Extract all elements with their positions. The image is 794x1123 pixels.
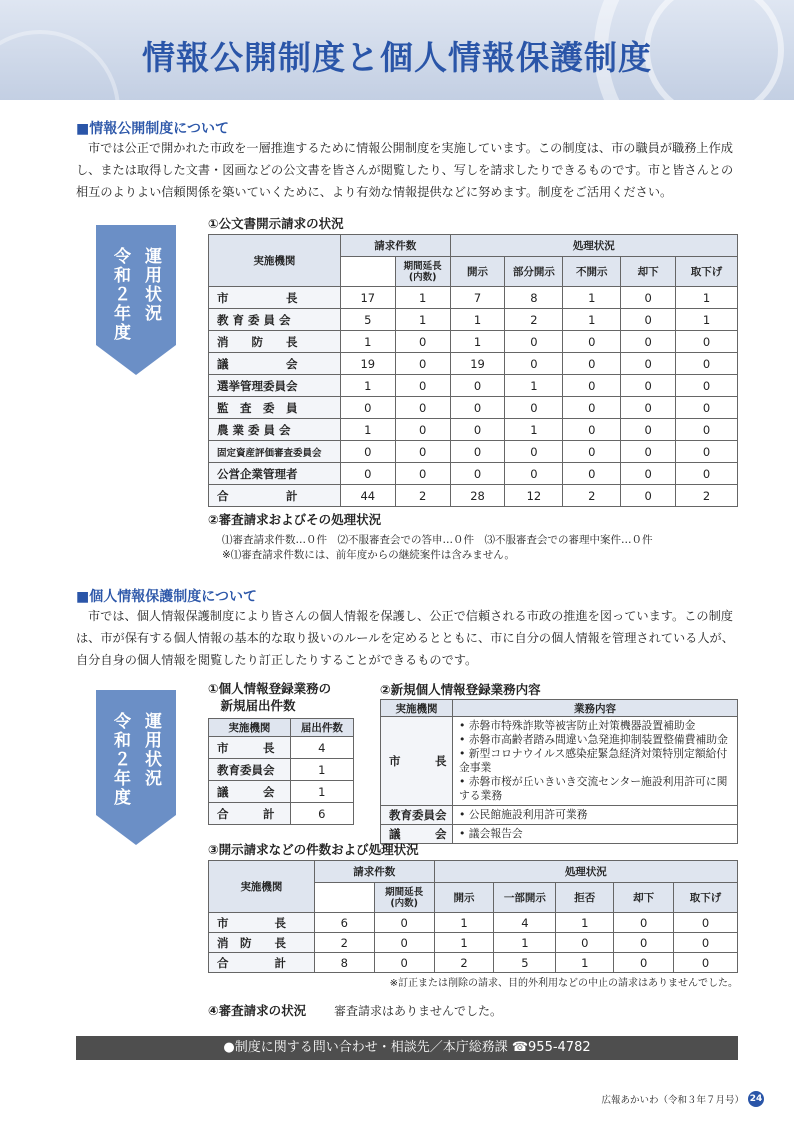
table-cell: 0 [676,463,738,485]
table-row [381,806,738,825]
badge-label: 運用状況 [141,247,161,323]
col-header-org: 実施機関 [209,235,341,287]
table-cell: 44 [340,485,395,507]
table-row [209,781,354,803]
table-cell: 0 [374,913,434,933]
col-header-count: 届出件数 [290,719,353,737]
org-name: 市 長 [209,287,341,309]
list-item: • 新型コロナウイルス感染症緊急経済対策特別定額給付金事業 [458,747,728,774]
table-cell: 0 [505,331,563,353]
table-cell: 1 [563,287,621,309]
table-cell: 0 [676,397,738,419]
col-header-disclosed: 開示 [434,883,494,913]
table-cell: 28 [450,485,505,507]
table-cell: 0 [563,397,621,419]
table-cell: 0 [563,353,621,375]
review-line-2: ※⑴審査請求件数には、前年度からの継続案件は含みません。 [222,549,515,561]
org-name: 固定資産評価審査委員会 [209,441,341,463]
footer [601,1091,764,1107]
table-b-title: ②新規個人情報登録業務内容 [380,682,541,697]
org-name: 議 会 [209,781,291,803]
content-cell [452,717,737,806]
privacy-paragraph: 市では、個人情報保護制度により皆さんの個人情報を保護し、公正で信頼される市政の推進を図っています。この制度は、市が保有する個人情報の基本的な取り扱いのルールを定めるとともに、市に自分の個人情報を管理されている人が、自分自身の個人情報を閲覧したり訂正したりすることができるものです。 [76,609,734,667]
table-row [209,913,738,933]
table-c-title: ③開示請求などの件数および処理状況 [208,842,419,857]
org-name: 選挙管理委員会 [209,375,341,397]
table-cell: 1 [676,309,738,331]
col-header-content: 業務内容 [452,700,737,717]
table-row [209,353,738,375]
col-header-partial: 部分開示 [505,257,563,287]
table1-title: ①公文書開示請求の状況 [208,216,344,231]
col-header-org: 実施機関 [381,700,453,717]
org-name: 議 会 [381,825,453,844]
table-cell: 1 [340,375,395,397]
table-cell: 0 [340,441,395,463]
table-cell: 6 [314,913,374,933]
table-row [209,375,738,397]
table-cell: 1 [395,287,450,309]
table-row [209,953,738,973]
table-cell: 0 [340,397,395,419]
table-cell: 2 [314,933,374,953]
table-c-note: ※訂正または削除の請求、目的外利用などの中止の請求はありませんでした。 [389,978,738,989]
col-header-extended: 期間延長 (内数) [395,257,450,287]
table-cell: 0 [621,397,676,419]
table-cell: 1 [290,759,353,781]
content-cell [452,825,737,844]
col-header-org: 実施機関 [209,861,315,913]
table-cell: 5 [494,953,556,973]
list-item: • 議会報告会 [458,827,523,840]
table-row [209,737,354,759]
list-item: • 公民館施設利用許可業務 [458,808,588,821]
review-status-text: 審査請求はありませんでした。 [334,1004,503,1018]
org-name: 消 防 長 [209,331,341,353]
col-header-partial: 一部開示 [494,883,556,913]
table-cell: 1 [505,419,563,441]
table-row [209,441,738,463]
col-header-disclosed: 開示 [450,257,505,287]
registration-content-table [380,699,738,844]
org-name: 合 計 [209,803,291,825]
table-row [209,485,738,507]
table-cell: 1 [556,913,614,933]
table-cell: 0 [505,463,563,485]
table-cell: 2 [676,485,738,507]
table-cell: 0 [621,331,676,353]
review-line-1: ⑴審査請求件数…０件 ⑵不服審査会での答申…０件 ⑶不服審査会での審理中案件…０件 [222,534,653,546]
table-cell: 1 [290,781,353,803]
review-status-label: ④審査請求の状況 [208,1003,307,1018]
table-cell: 0 [395,441,450,463]
table-cell: 0 [676,441,738,463]
table-cell: 0 [395,353,450,375]
table-cell: 0 [556,933,614,953]
org-name: 合 計 [209,953,315,973]
disclosure-paragraph: 市では公正で開かれた市政を一層推進するために情報公開制度を実施しています。この制度は、市の職員が職務上作成し、または取得した文書・図画などの公文書を皆さんが閲覧したり、写しを請求したりできるものです。市と皆さんとの相互のよりよい信頼関係を築いていくために、より有効な情報提供などに努めます。制度をご活用ください。 [76,141,734,199]
col-header-extended: 期間延長 (内数) [374,883,434,913]
badge-label: 運用状況 [141,712,161,788]
table-cell: 0 [563,463,621,485]
privacy-request-table [208,860,738,973]
table-row [381,717,738,806]
table-row [209,933,738,953]
col-header-withdrawn: 取下げ [674,883,738,913]
table-cell: 2 [434,953,494,973]
table-cell: 0 [450,397,505,419]
table-cell: 0 [450,419,505,441]
table-cell: 0 [614,933,674,953]
table-cell: 2 [505,309,563,331]
col-header-rejected: 却下 [621,257,676,287]
list-item: • 赤磐市高齢者踏み間違い急発進抑制装置整備費補助金 [458,733,728,746]
table-cell: 2 [563,485,621,507]
org-name: 教 育 委 員 会 [209,309,341,331]
table-cell: 19 [340,353,395,375]
list-item: • 赤磐市桜が丘いきいき交流センター施設利用許可に関する業務 [458,775,728,802]
table-row [209,803,354,825]
table-cell: 1 [494,933,556,953]
table-row [209,331,738,353]
table-row [381,825,738,844]
table-cell: 0 [621,287,676,309]
table-cell: 0 [563,419,621,441]
publication-name: 広報あかいわ（令和３年７月号） [601,1095,744,1106]
table-cell: 6 [290,803,353,825]
org-name: 消 防 長 [209,933,315,953]
table-row [209,309,738,331]
table-cell: 4 [494,913,556,933]
table-cell: 7 [450,287,505,309]
review-title: ②審査請求およびその処理状況 [208,512,382,527]
table-cell: 0 [614,953,674,973]
page-number: 24 [748,1091,764,1107]
org-name: 教育委員会 [381,806,453,825]
table-cell: 0 [621,353,676,375]
col-header-status: 処理状況 [434,861,737,883]
header-banner [0,0,794,100]
table-cell: 0 [676,353,738,375]
fiscal-year-badge [96,690,176,815]
org-name: 市 長 [209,913,315,933]
table-row [209,397,738,419]
col-header-requests: 請求件数 [314,861,434,883]
table-cell: 0 [505,441,563,463]
col-header-refused: 拒否 [556,883,614,913]
table-cell: 1 [450,309,505,331]
col-header-status: 処理状況 [450,235,737,257]
table-row [209,419,738,441]
table-cell: 1 [676,287,738,309]
table-cell: 2 [395,485,450,507]
col-header-nondisclosed: 不開示 [563,257,621,287]
table-row [209,287,738,309]
col-header-org: 実施機関 [209,719,291,737]
table-cell: 0 [676,331,738,353]
table-cell: 0 [395,419,450,441]
table-cell: 0 [676,375,738,397]
org-name: 市 長 [381,717,453,806]
table-cell: 0 [563,331,621,353]
table-cell: 1 [340,419,395,441]
disclosure-table [208,234,738,507]
table-cell: 1 [434,913,494,933]
table-cell: 0 [621,309,676,331]
table-cell: 4 [290,737,353,759]
fiscal-year-badge [96,225,176,345]
org-name: 農 業 委 員 会 [209,419,341,441]
table-row [209,463,738,485]
table-cell: 0 [340,463,395,485]
table-cell: 0 [563,375,621,397]
table-row [209,759,354,781]
table-cell: 1 [556,953,614,973]
table-cell: 0 [395,463,450,485]
table-cell: 0 [395,331,450,353]
table-cell: 1 [395,309,450,331]
table-cell: 0 [563,441,621,463]
table-cell: 0 [505,353,563,375]
table-cell: 0 [450,463,505,485]
org-name: 議 会 [209,353,341,375]
page-title: 情報公開制度と個人情報保護制度 [142,38,652,77]
table-cell: 12 [505,485,563,507]
col-header-requests: 請求件数 [340,235,450,257]
registration-count-table [208,718,354,825]
table-cell: 8 [505,287,563,309]
table-cell: 0 [621,419,676,441]
table-cell: 0 [614,913,674,933]
disclosure-heading: ■情報公開制度について [76,121,229,137]
contact-bar: ●制度に関する問い合わせ・相談先／本庁総務課 ☎955-4782 [76,1036,738,1060]
table-cell: 0 [621,485,676,507]
badge-year: 令和２年度 [110,712,130,807]
table-cell: 1 [563,309,621,331]
org-name: 合 計 [209,485,341,507]
table-cell: 1 [434,933,494,953]
table-cell: 0 [674,913,738,933]
table-cell: 0 [621,375,676,397]
list-item: • 赤磐市特殊詐欺等被害防止対策機器設置補助金 [458,719,696,732]
table-a-title: ①個人情報登録業務の 新規届出件数 [208,681,332,713]
col-header-withdrawn: 取下げ [676,257,738,287]
table-cell: 0 [450,375,505,397]
badge-year: 令和２年度 [110,247,130,342]
table-cell: 1 [450,331,505,353]
table-cell: 17 [340,287,395,309]
org-name: 公営企業管理者 [209,463,341,485]
org-name: 市 長 [209,737,291,759]
table-cell: 0 [674,953,738,973]
table-cell: 8 [314,953,374,973]
table-cell: 1 [505,375,563,397]
col-header-rejected: 却下 [614,883,674,913]
table-cell: 0 [374,933,434,953]
table-cell: 0 [621,463,676,485]
org-name: 監 査 委 員 [209,397,341,419]
table-cell: 5 [340,309,395,331]
table-cell: 0 [674,933,738,953]
table-cell: 0 [395,375,450,397]
privacy-heading: ■個人情報保護制度について [76,589,257,605]
table-cell: 0 [395,397,450,419]
table-cell: 0 [505,397,563,419]
table-cell: 0 [374,953,434,973]
content-cell [452,806,737,825]
table-cell: 0 [621,441,676,463]
table-cell: 19 [450,353,505,375]
org-name: 教育委員会 [209,759,291,781]
table-cell: 0 [450,441,505,463]
table-cell: 1 [340,331,395,353]
table-cell: 0 [676,419,738,441]
